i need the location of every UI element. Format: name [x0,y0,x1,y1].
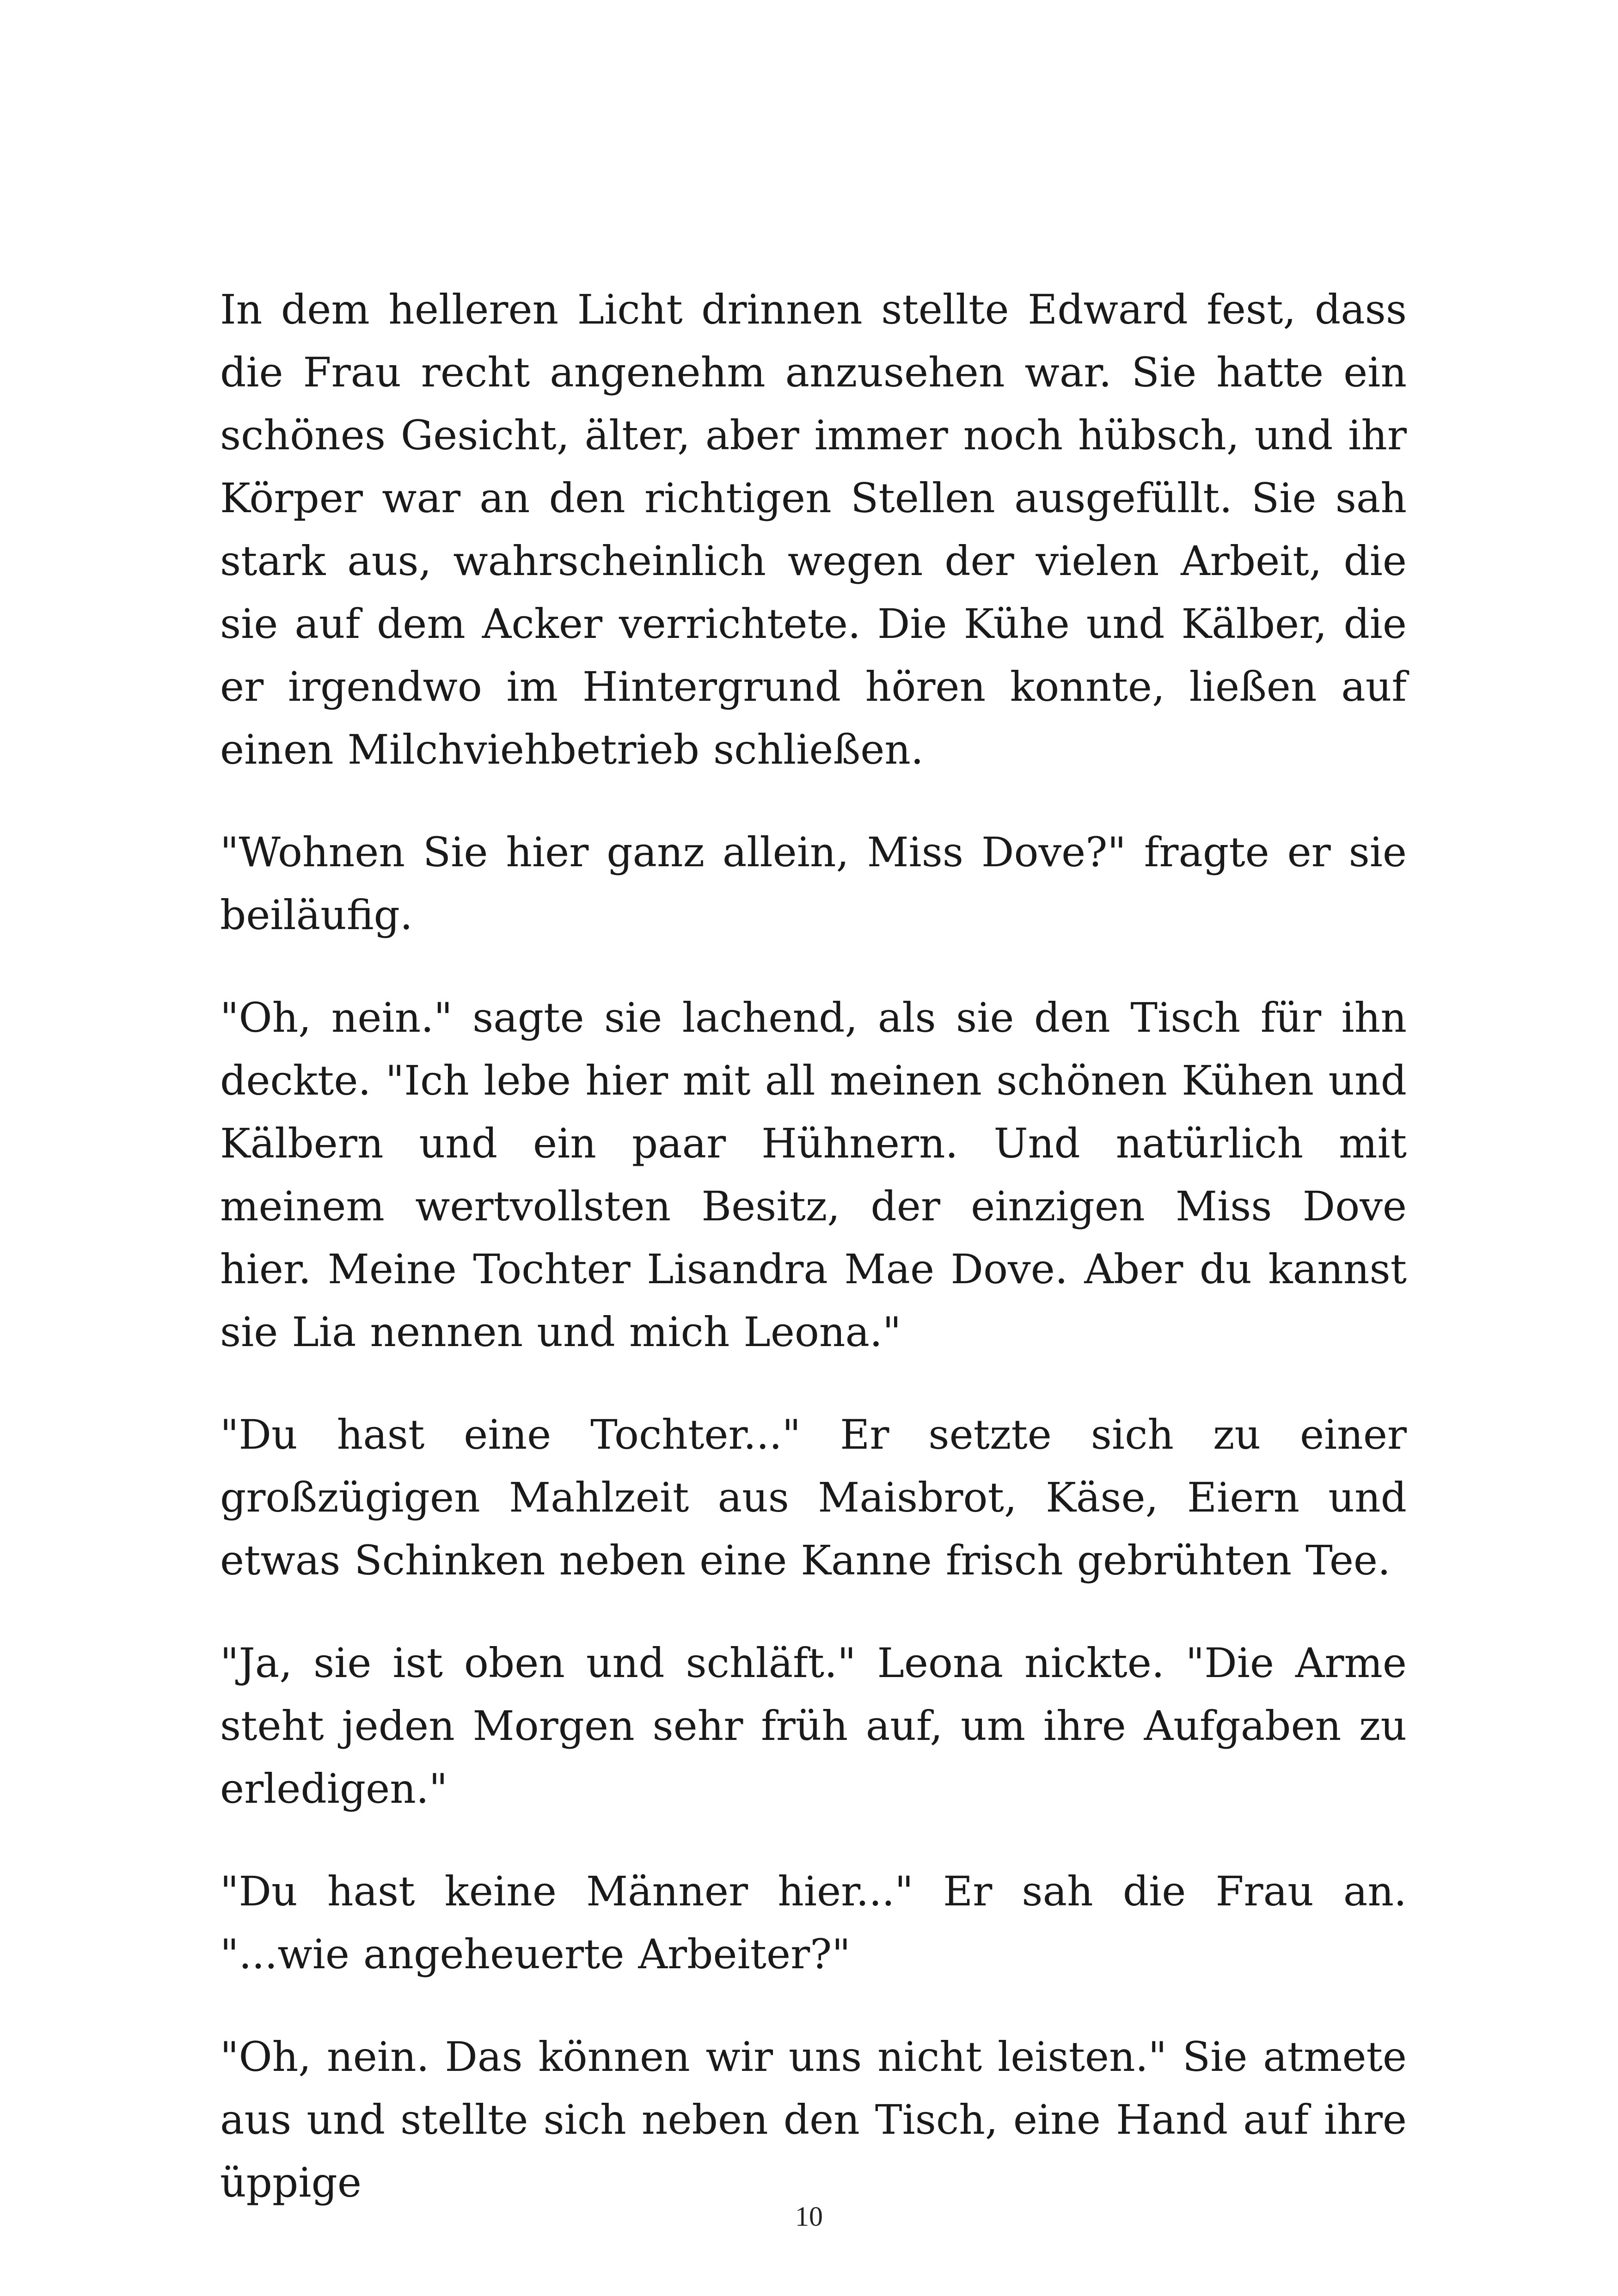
paragraph: "Oh, nein." sagte sie lachend, als sie den Tisch für ihn deckte. "Ich lebe hier mit all meinen schönen Kühen und Kälbern und ein paar Hühnern. Und natürlich mit meinem wertvollsten Besitz, der einzigen Miss Dove hier. Meine Tochter Lisandra Mae Dove. Aber du kannst sie Lia nennen und mich Leona." [220,994,1407,1356]
paragraph: In dem helleren Licht drinnen stellte Edward fest, dass die Frau recht angenehm anzusehen war. Sie hatte ein schönes Gesicht, älter, aber immer noch hübsch, und ihr Körper war an den richtigen Stellen ausgefüllt. Sie sah stark aus, wahrscheinlich wegen der vielen Arbeit, die sie auf dem Acker verrichtete. Die Kühe und Kälber, die er irgendwo im Hintergrund hören konnte, ließen auf einen Milchviehbetrieb schließen. [220,286,1407,773]
paragraph: "Wohnen Sie hier ganz allein, Miss Dove?" fragte er sie beiläufig. [220,828,1407,939]
paragraph: "Du hast keine Männer hier..." Er sah die Frau an. "...wie angeheuerte Arbeiter?" [220,1867,1407,1978]
page-number: 10 [795,2201,823,2232]
body-text [220,278,1407,2214]
paragraph: "Du hast eine Tochter..." Er setzte sich zu einer großzügigen Mahlzeit aus Maisbrot, Käse, Eiern und etwas Schinken neben eine Kanne frisch gebrühten Tee. [220,1411,1407,1584]
paragraph: "Oh, nein. Das können wir uns nicht leisten." Sie atmete aus und stellte sich neben den Tisch, eine Hand auf ihre üppige [220,2033,1407,2206]
paragraph: "Ja, sie ist oben und schläft." Leona nickte. "Die Arme steht jeden Morgen sehr früh auf, um ihre Aufgaben zu erledigen." [220,1639,1407,1812]
